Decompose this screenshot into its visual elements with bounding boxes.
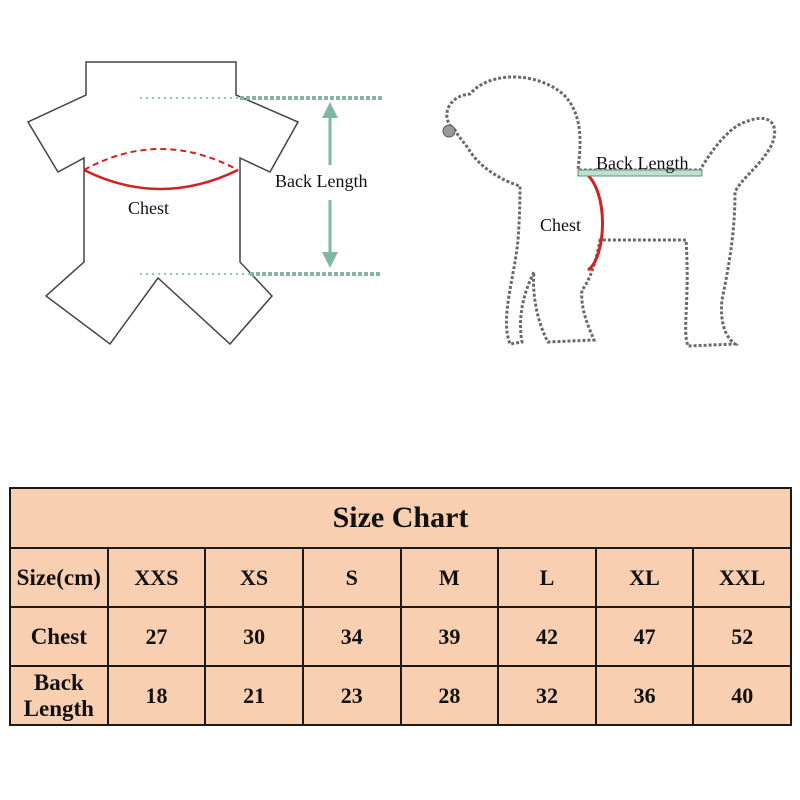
size-cell: S: [303, 548, 401, 607]
back-length-cell: 21: [205, 666, 303, 725]
dog-outline: [447, 77, 775, 346]
chest-row: [10, 607, 791, 666]
row-label-back-length: Back Length: [10, 666, 108, 725]
back-length-cell: 28: [401, 666, 499, 725]
chest-cell: 47: [596, 607, 694, 666]
size-cell: M: [401, 548, 499, 607]
chest-cell: 30: [205, 607, 303, 666]
back-length-cell: 36: [596, 666, 694, 725]
dog-chest-label: Chest: [540, 215, 582, 235]
size-cell: XXL: [693, 548, 791, 607]
chest-cell: 27: [108, 607, 206, 666]
back-length-cell: 40: [693, 666, 791, 725]
back-length-cell: 18: [108, 666, 206, 725]
garment-back-length-label: Back Length: [275, 171, 368, 191]
row-label-chest: Chest: [10, 607, 108, 666]
back-length-row: [10, 666, 791, 725]
garment-chest-label: Chest: [128, 198, 170, 218]
dog-back-length-label: Back Length: [596, 153, 689, 173]
row-label-size: Size(cm): [10, 548, 108, 607]
chest-cell: 39: [401, 607, 499, 666]
size-cell: XXS: [108, 548, 206, 607]
size-chart-title: Size Chart: [10, 488, 791, 548]
garment-diagram: [28, 62, 382, 344]
size-cell: L: [498, 548, 596, 607]
size-row: [10, 548, 791, 607]
size-chart-table: [9, 487, 792, 726]
back-length-cell: 32: [498, 666, 596, 725]
back-length-cell: 23: [303, 666, 401, 725]
size-cell: XS: [205, 548, 303, 607]
dog-nose: [443, 125, 455, 137]
size-cell: XL: [596, 548, 694, 607]
dog-diagram: [443, 77, 775, 346]
chest-cell: 42: [498, 607, 596, 666]
chest-cell: 52: [693, 607, 791, 666]
size-chart-title-row: [10, 488, 791, 548]
chest-cell: 34: [303, 607, 401, 666]
